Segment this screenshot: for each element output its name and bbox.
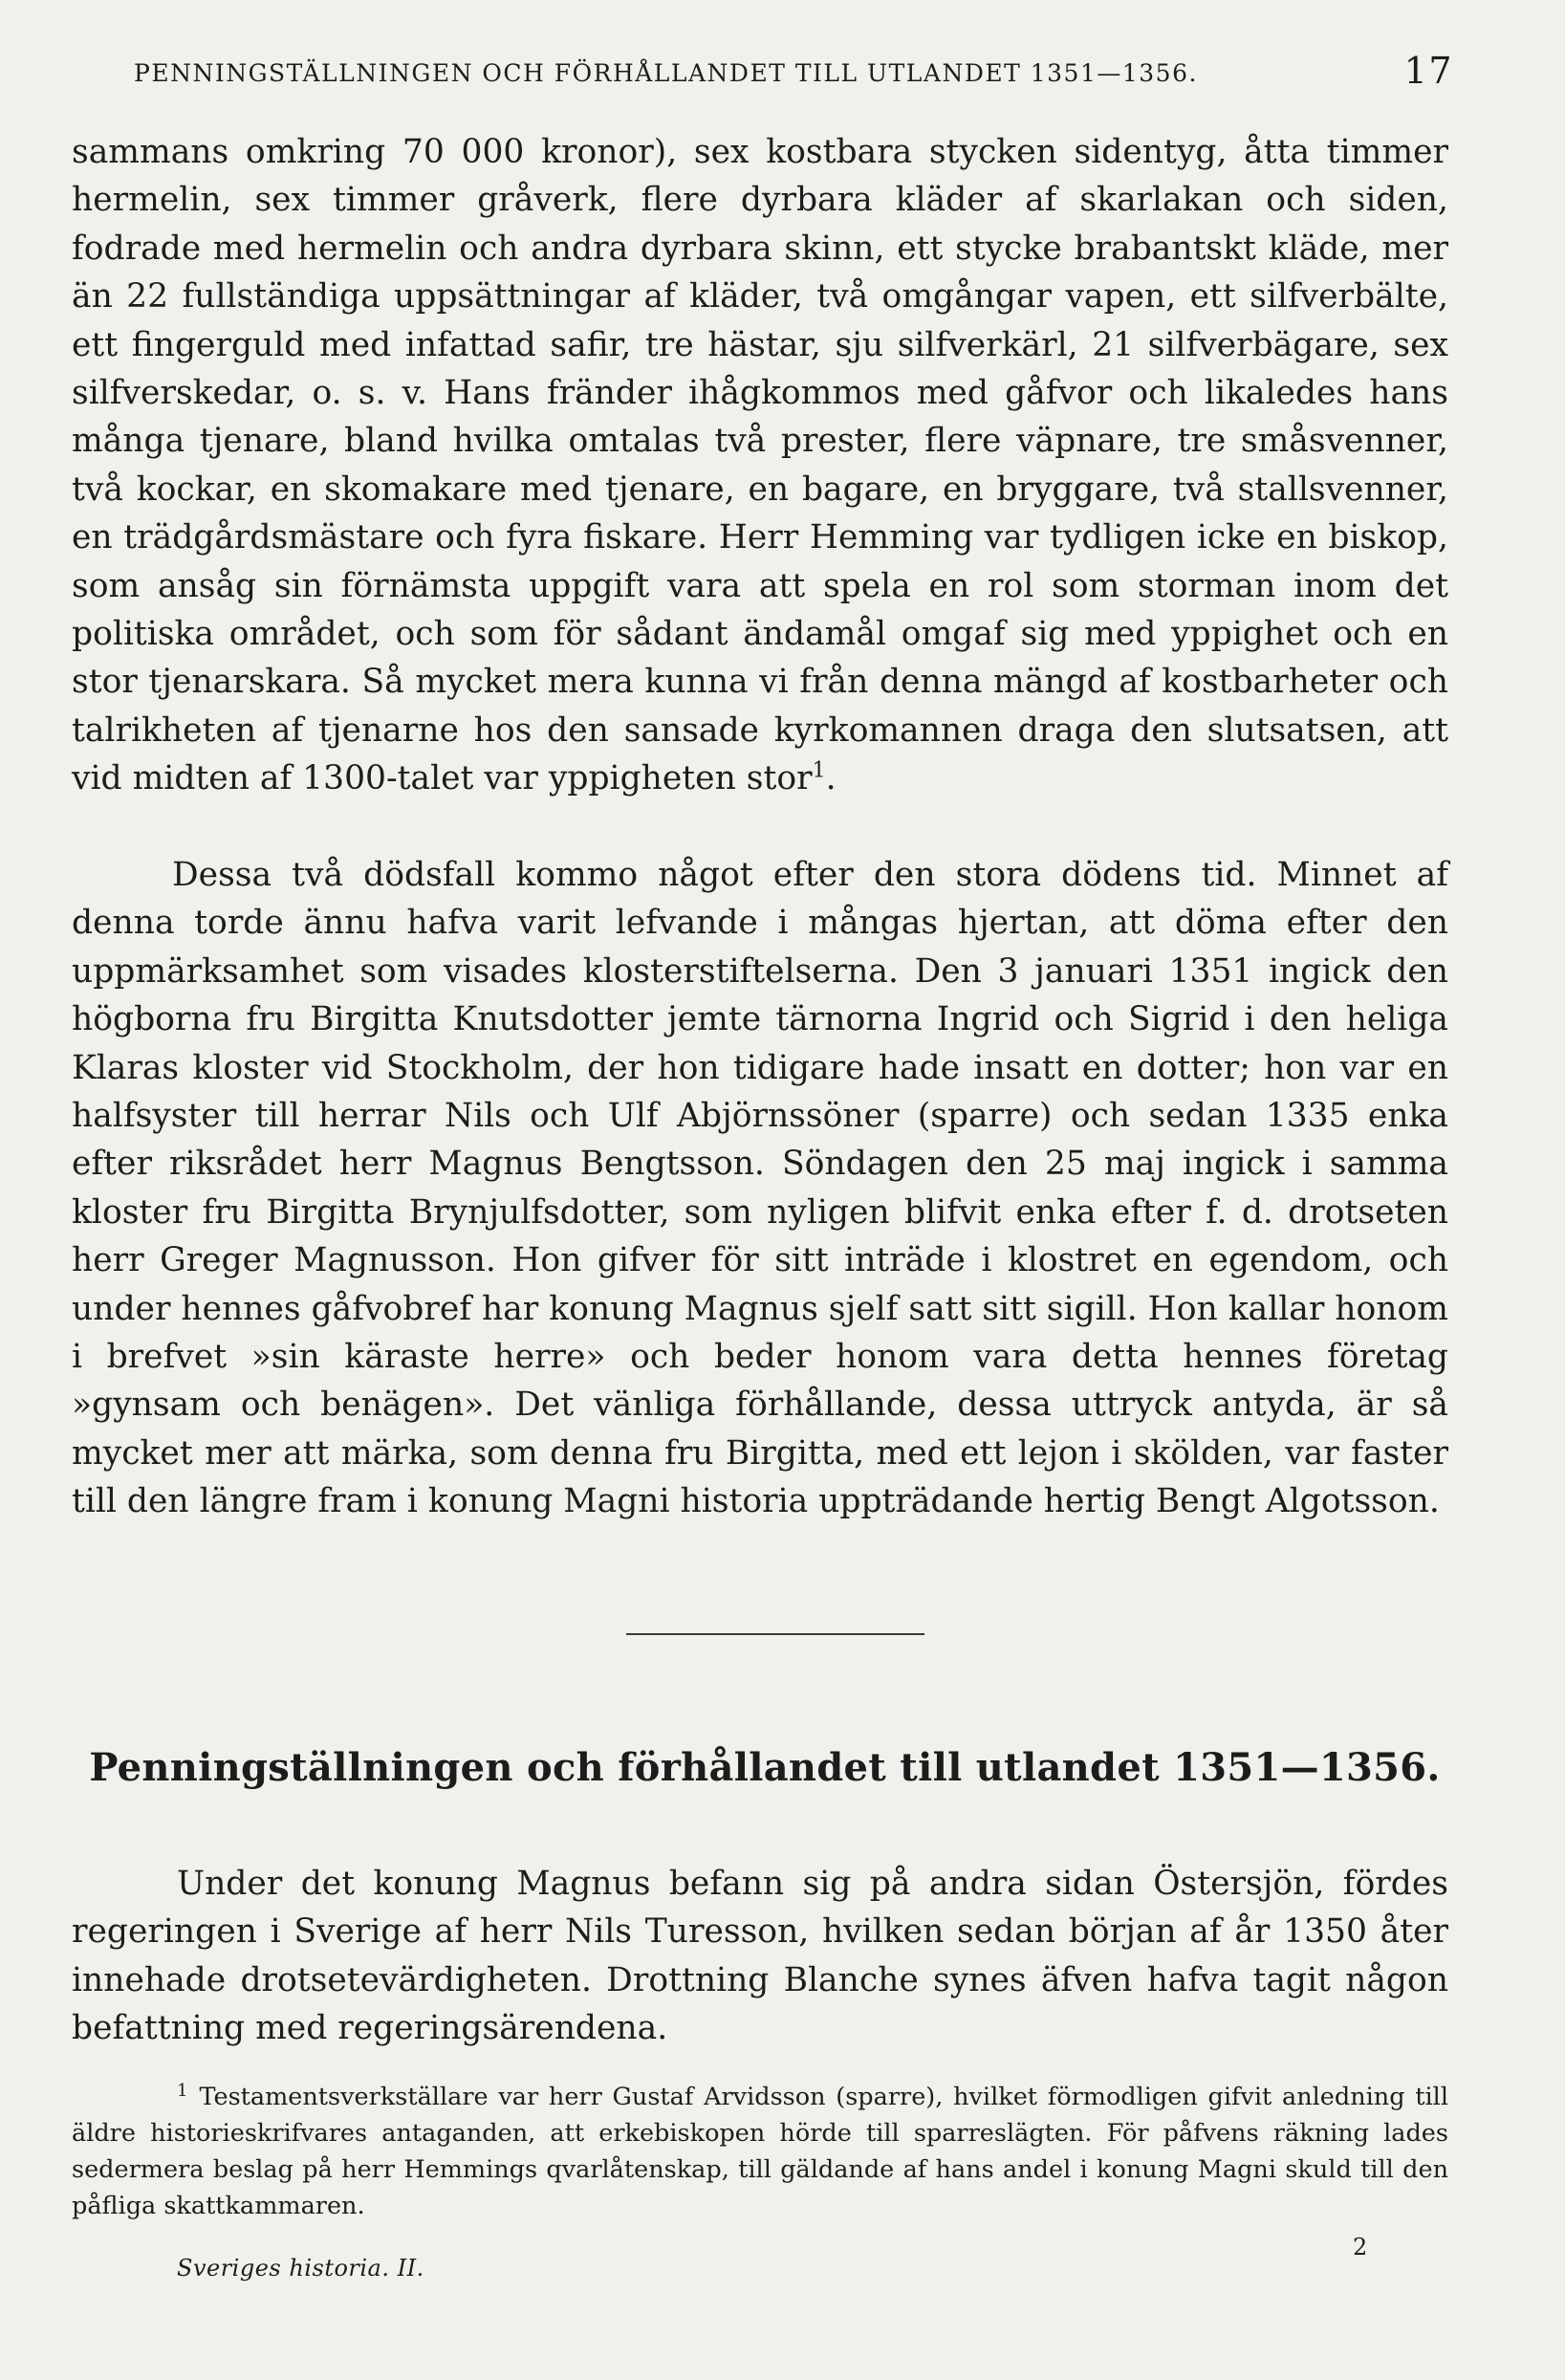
footnote-marker: 1 [177, 2080, 188, 2101]
running-head-title: PENNINGSTÄLLNINGEN OCH FÖRHÅLLANDET TILL UTLANDET 1351—1356. [134, 59, 1198, 87]
footnote-text: Testamentsverkställare var herr Gustaf Arvidsson (sparre), hvilket förmodligen gifvit anledning till äldre historieskrifvares antaganden, att erkebiskopen hörde till sparreslägten. För påfvens räkning lades sedermera beslag på herr Hemmings qvarlåtenskap, till gäldande af hans andel i konung Magni skuld till den påfliga skattkammaren. [72, 2083, 1448, 2220]
section-heading: Penningställningen och förhållandet till utlandet 1351—1356. [89, 1745, 1441, 1790]
page-number: 17 [1403, 50, 1453, 92]
paragraph-deaths: Dessa två dödsfall kommo något efter den stora dödens tid. Minnet af denna torde ännu hafva varit lefvande i mångas hjertan, att döma efter den uppmärksamhet som visades klosterstiftelserna. Den 3 januari 1351 ingick den högborna fru Birgitta Knutsdotter jemte tärnorna Ingrid och Sigrid i den heliga Klaras kloster vid Stockholm, der hon tidigare hade insatt en dotter; hon var en halfsyster till herrar Nils och Ulf Abjörnssöner (sparre) och sedan 1335 enka efter riksrådet herr Magnus Bengtsson. Söndagen den 25 maj ingick i samma kloster fru Birgitta Brynjulfsdotter, som nyligen blifvit enka efter f. d. drotseten herr Greger Magnusson. Hon gifver för sitt inträde i klostret en egendom, och under hennes gåfvobref har konung Magnus sjelf satt sitt sigill. Hon kallar honom i brefvet »sin käraste herre» och beder honom vara detta hennes företag »gynsam och benägen». Det vänliga förhållande, dessa uttryck antyda, är så mycket mer att märka, som denna fru Birgitta, med ett lejon i skölden, var faster till den längre fram i konung Magni historia uppträdande hertig Bengt Algotsson. [72, 856, 1448, 1521]
paragraph-testament-text: sammans omkring 70 000 kronor), sex kostbara stycken sidentyg, åtta timmer hermelin, sex timmer gråverk, flere dyrbara kläder af skarlakan och siden, fodrade med hermelin och andra dyrbara skinn, ett stycke brabantskt kläde, mer än 22 fullständiga uppsättningar af kläder, två omgångar vapen, ett silfverbälte, ett fingerguld med infattad safir, tre hästar, sju silfverkärl, 21 silfverbägare, sex silfverskedar, o. s. v. Hans fränder ihågkommos med gåfvor och likaledes hans många tjenare, bland hvilka omtalas två prester, flere väpnare, tre småsvenner, två kockar, en skomakare med tjenare, en bagare, en bryggare, två stallsvenner, en trädgårdsmästare och fyra fiskare. Herr Hemming var tydligen icke en biskop, som ansåg sin förnämsta uppgift vara att spela en rol som storman inom det politiska området, och som för sådant ändamål omgaf sig med yppighet och en stor tjenarskara. Så mycket mera kunna vi från denna mängd af kostbarheter och talrikheten af tjenarne hos den sansade kyrkomannen draga den slutsatsen, att vid midten af 1300-talet var yppigheten stor [72, 133, 1448, 798]
printer-signature: Sveriges historia. II. [177, 2255, 424, 2282]
paragraph-regency: Under det konung Magnus befann sig på andra sidan Östersjön, fördes regeringen i Sverige af herr Nils Turesson, hvilken sedan början af år 1350 åter innehade drotsetevärdigheten. Drottning Blanche synes äfven hafva tagit någon befattning med regeringsärendena. [72, 1865, 1448, 2048]
paragraph-testament [72, 128, 1448, 803]
footnote-reference: 1 [812, 758, 826, 783]
sheet-number: 2 [1353, 2234, 1368, 2260]
footnote [72, 2079, 1448, 2224]
paragraph-testament-end: . [825, 759, 837, 798]
running-head [134, 50, 1453, 98]
section-divider [626, 1633, 924, 1635]
